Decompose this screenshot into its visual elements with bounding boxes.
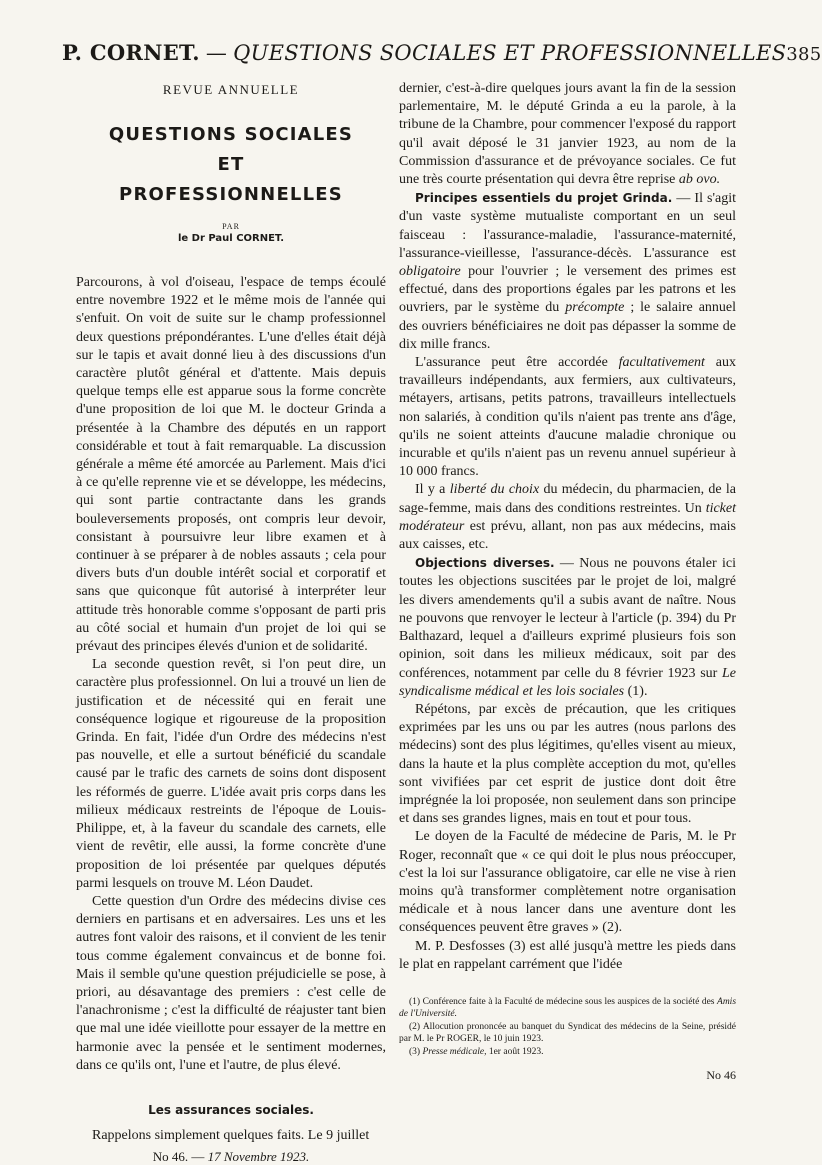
- article-title-line1: QUESTIONS SOCIALES: [108, 124, 354, 145]
- byline: le Dr Paul CORNET.: [177, 233, 285, 244]
- right-paragraph-6: Répétons, par excès de précaution, que les critiques exprimées par les uns ou par les autres (nous parlons des médecins) sont des plus légitimes, qu'elles visent au mieux, dans la haute et la plus complète acception du mot, qu'elles sont vivifiées par cet esprit de justice dont doit être imprégnée la loi proposée, non seulement dans son principe et dans ses grandes lignes, mais en tout et pour tous.: [399, 701, 736, 827]
- footnote-3-italic: Presse médicale,: [422, 1046, 487, 1057]
- right-paragraph-3: [399, 354, 736, 481]
- page-mark: No 46: [706, 1068, 736, 1083]
- header-title: QUESTIONS SOCIALES ET PROFESSIONNELLES: [233, 41, 787, 65]
- right-paragraph-8: M. P. Desfosses (3) est allé jusqu'à mettre les pieds dans le plat en rappelant carrément que l'idée: [399, 938, 736, 972]
- header-dash: —: [205, 41, 228, 65]
- left-paragraph-4: Rappelons simplement quelques faits. Le 9 juillet: [92, 1127, 370, 1143]
- right-p4-italic2: ticket modérateur: [399, 500, 736, 534]
- left-paragraph-2: La seconde question revêt, si l'on peut dire, un caractère plus professionnel. On lui a trouvé un lien de justification et de nécessité qui en ferait une conséquence logique et rigoureuse de la proposition Grinda. En fait, l'idée d'un Ordre des médecins n'est pas nouvelle, et elle a surtout bénéficié du scandale causé par le trafic des carnets de soins dont disposent les réformés de guerre. L'idée avait pris corps dans les milieux médicaux restreints de l'époque de Louis-Philippe, et, à la faveur du scandale des carnets, elle vient de revêtir, elle aussi, la forme concrète d'une proposition de loi présentée par quelques députés parmi lesquels on trouve M. Léon Daudet.: [76, 657, 386, 891]
- right-p1-italic: ab ovo.: [678, 172, 721, 188]
- footnote-1-text: (1) Conférence faite à la Faculté de médecine sous les auspices de la société des: [409, 996, 715, 1007]
- footnote-2: (2) Allocution prononcée au banquet du Syndicat des médecins de la Seine, présidé par M. le Pr ROGER, le 10 juin 1923.: [399, 1021, 736, 1045]
- right-p4-text-c: est prévu, allant, non pas aux médecins, mais aux caisses, etc.: [399, 518, 736, 553]
- issue-number: No 46.: [152, 1149, 189, 1165]
- revue-label: REVUE ANNUELLE: [162, 82, 300, 97]
- right-p5-text-b: (1).: [627, 683, 648, 699]
- right-p5-text: — Nous ne pouvons étaler ici toutes les objections suscitées par le projet de loi, malgré les divers amendements qu'il a subis avant de naître. Nous ne pouvons que renvoyer le lecteur à l'article (p. 394) du Pr Balthazard, lequel a d'ailleurs exprimé plusieurs fois son opinion, soit dans les milieux médicaux, soit par des conférences, notamment par celle du 8 février 1923 sur: [399, 556, 736, 681]
- right-paragraph-1: [399, 80, 736, 189]
- footnote-1: [399, 996, 736, 1021]
- issue-date: 17 Novembre 1923.: [207, 1149, 310, 1165]
- running-header: [62, 40, 822, 65]
- issue-separator: —: [191, 1149, 205, 1165]
- subheading-principes: Principes essentiels du projet Grinda.: [415, 191, 673, 206]
- right-p4-text-b: du médecin, du pharmacien, de la sage-femme, mais dans des conditions restreintes. Un: [399, 482, 737, 516]
- footnote-3: [399, 1046, 736, 1059]
- left-column: [76, 80, 386, 1165]
- par-label: PAR: [222, 222, 240, 231]
- subheading-objections: Objections diverses.: [415, 556, 555, 571]
- right-p4-italic1: liberté du choix: [449, 482, 540, 498]
- article-title-line2: ET: [217, 154, 245, 175]
- right-p3-text-b: aux travailleurs indépendants, aux fermiers, aux cultivateurs, métayers, artisans, petits patrons, travailleurs intellectuels non salariés, à condition qu'ils n'aient pas trente ans d'âge, qu'ils ne soient atteints d'aucune maladie chronique ou incurable et qu'ils n'aient pas un revenu annuel supérieur à 10 000 francs.: [399, 355, 737, 480]
- right-paragraph-4: [399, 481, 736, 554]
- issue-line: [76, 1149, 386, 1165]
- footnote-3-text: 1er août 1923.: [488, 1046, 544, 1057]
- section-heading-assurances: Les assurances sociales.: [148, 1102, 314, 1117]
- right-p2-italic2: précompte: [565, 300, 625, 316]
- left-paragraph-1: Parcourons, à vol d'oiseau, l'espace de temps écoulé entre novembre 1922 et le même mois de l'année qui s'enfuit. On voit de suite sur le champ professionnel deux questions prépondérantes. L'une d'elles était déjà sur le tapis et avait donné lieu à des discussions d'un caractère plutôt général et d'attente. Mais depuis quelque temps elle est apparue sous la forme concrète d'une proposition de loi que M. le docteur Grinda a présentée à la Chambre des députés en un rapport considérable et tout à fait remarquable. La discussion générale a même été amorcée au Parlement. Mais d'ici à ce qu'elle reprenne vie et se développe, les médecins, qui sont partie contractante dans les grands bouleversements proposés, ont compris leur devoir, consistant à poursuivre leur libre examen et à continuer à se préparer à de nobles assauts ; cela pour divers buts d'un double intérêt social et corporatif et sans que quiconque fût autorisé à interpréter leur attitude très honorable comme s'opposant de parti pris au côté social et humain d'un projet de loi qui se prévaut des principes élevés d'union et de solidarité.: [76, 275, 386, 655]
- header-author: P. CORNET.: [62, 40, 200, 65]
- right-p3-italic: facultativement: [618, 355, 705, 371]
- article-heading: [76, 82, 386, 244]
- right-p2-text-b: pour l'ouvrier ; le versement des primes est effectué, dans des proportions égales par les patrons et les ouvriers, par le système du: [399, 264, 737, 316]
- header-page-number: 385: [786, 44, 822, 65]
- right-p3-text: L'assurance peut être accordée: [415, 355, 608, 371]
- right-p2-text-c: ; le salaire annuel des ouvriers bénéficiaires ne doit pas dépasser la somme de dix mille francs.: [399, 300, 737, 352]
- right-p2-italic1: obligatoire: [399, 264, 461, 280]
- right-paragraph-7: Le doyen de la Faculté de médecine de Paris, M. le Pr Roger, reconnaît que « ce qui doit le plus nous préoccuper, c'est la loi sur l'assurance obligatoire, car elle ne vise à rien moins qu'à transformer complètement notre organisation médicale et à nous lancer dans une aventure dont les conséquences peuvent être graves » (2).: [399, 829, 736, 936]
- right-paragraph-5: [399, 554, 736, 701]
- footnotes: [399, 996, 736, 1059]
- left-paragraph-3: Cette question d'un Ordre des médecins divise ces derniers en partisans et en adversaires. Les uns et les autres font valoir des raisons, et il convient de les tenir tous comme également convaincus et de bonne foi. Mais il semble qu'une question préjudicielle se pose, à priori, au désavantage des premiers : c'est celle de l'anachronisme ; c'est la difficulté de réajuster tant bien que mal une idée vieillotte pour essayer de la mettre en harmonie avec la pensée et le sentiment modernes, dans ce qu'ils ont, l'une et l'autre, de plus élevé.: [76, 893, 386, 1073]
- right-column: [399, 80, 736, 1083]
- right-p1-text: dernier, c'est-à-dire quelques jours avant la fin de la session parlementaire, M. le député Grinda a eu la parole, à la tribune de la Chambre, pour commencer l'exposé du rapport qu'il avait déposé le 31 janvier 1923, au nom de la Commission d'assurance et de prévoyance sociales. Ce fut une très courte présentation qui devra être reprise: [399, 81, 736, 188]
- right-p5-italic: Le syndicalisme médical et les lois sociales: [399, 665, 737, 699]
- right-p4-text: Il y a: [415, 482, 446, 498]
- footnote-1-italic: Amis de l'Université.: [399, 996, 737, 1020]
- right-paragraph-2: [399, 189, 736, 354]
- footnote-3-marker: (3): [409, 1046, 421, 1057]
- article-title-line3: PROFESSIONNELLES: [119, 184, 343, 205]
- right-p2-text: — Il s'agit d'un vaste système mutualiste comportant en un seul faisceau : l'assurance-maladie, l'assurance-maternité, l'assurance-vieillesse, l'assurance-décès. L'assurance est: [399, 191, 737, 261]
